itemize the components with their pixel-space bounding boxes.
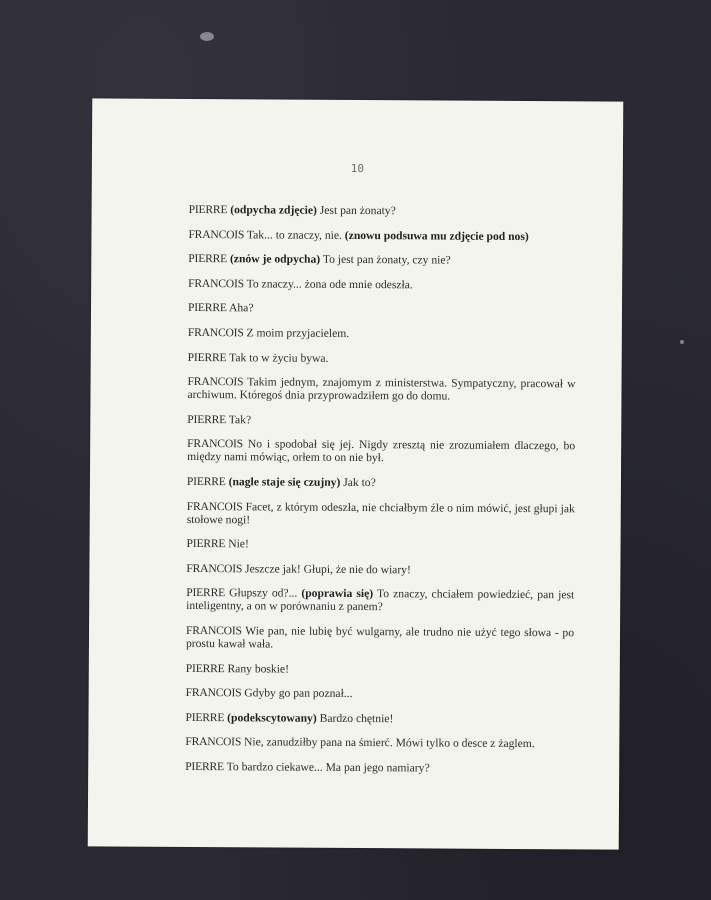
stage-direction: (odpycha zdjęcie) (230, 203, 317, 217)
line-text: Nie, zanudziłby pana na śmierć. Mówi tylko o desce z żaglem. (243, 735, 535, 751)
dialogue-line (185, 735, 573, 750)
script-page (88, 98, 624, 849)
dialogue-line (187, 537, 575, 552)
dialogue-line (186, 624, 574, 652)
speaker-name: FRANCOIS (185, 735, 242, 749)
dialogue-line (186, 661, 574, 676)
speaker-name: FRANCOIS (186, 623, 242, 638)
line-text: Z moim przyjacielem. (246, 326, 350, 340)
dialogue-line (186, 562, 574, 577)
dialogue-line (187, 437, 575, 465)
speaker-name: FRANCOIS (187, 375, 244, 389)
line-text: Tak... to znaczy, nie. (246, 227, 342, 242)
line-text: Gdyby go pan poznał... (244, 686, 353, 701)
stage-direction: (nagle staje się czujny) (228, 475, 341, 489)
dialogue-line (187, 375, 575, 403)
line-text: Rany boskie! (227, 661, 290, 676)
line-text: Jak to? (343, 475, 376, 490)
speaker-name: PIERRE (187, 412, 227, 426)
dialogue-line (186, 686, 574, 701)
stage-direction: (podekscytowany) (227, 710, 317, 725)
dialogue-line (188, 326, 576, 341)
speaker-name: PIERRE (188, 252, 228, 266)
line-text: Tak to w życiu bywa. (229, 350, 329, 365)
dialogue-line (188, 277, 576, 292)
line-text: Aha? (228, 301, 254, 315)
speaker-name: FRANCOIS (187, 437, 243, 451)
line-text: To znaczy... żona ode mnie odeszła. (246, 277, 413, 292)
speaker-name: PIERRE (187, 350, 227, 364)
dialogue-block (185, 203, 577, 787)
scan-dust (680, 340, 684, 344)
stage-direction: (znów je odpycha) (229, 252, 321, 266)
speaker-name: FRANCOIS (186, 561, 243, 576)
speaker-name: PIERRE (188, 202, 228, 217)
page-number: 10 (350, 161, 365, 176)
stage-direction: (poprawia się) (301, 586, 374, 601)
dialogue-line (185, 711, 573, 726)
line-text: To bardzo ciekawe... Ma pan jego namiary? (226, 760, 430, 775)
line-text: Bardzo chętnie! (319, 711, 394, 725)
dialogue-line (187, 413, 575, 428)
speaker-name: PIERRE (185, 661, 225, 675)
dialogue-line (188, 252, 576, 267)
line-text: Głupszy od?... (229, 586, 298, 600)
line-text: To jest pan żonaty, czy nie? (322, 252, 451, 267)
speaker-name: PIERRE (185, 710, 225, 724)
speaker-name: PIERRE (186, 474, 226, 489)
dialogue-line (187, 500, 575, 528)
line-text: No i spodobał się jej. Nigdy zresztą nie zrozumiałem dlaczego, bo między nami mówiąc, orłem to on nie był. (187, 437, 576, 465)
speaker-name: PIERRE (187, 301, 227, 315)
speaker-name: FRANCOIS (185, 686, 242, 700)
line-text: Wie pan, nie lubię być wulgarny, ale trudno nie użyć tego słowa - po prostu kawał wała. (185, 624, 575, 651)
dialogue-line (188, 301, 576, 316)
line-text: Nie! (228, 537, 249, 551)
speaker-name: FRANCOIS (188, 227, 245, 241)
line-text-continued: To znaczy, chciałem powiedzieć, pan jest inteligentny, a on w porównaniu z panem? (186, 587, 575, 614)
dialogue-line (186, 586, 574, 614)
dialogue-line (187, 475, 575, 490)
speaker-name: PIERRE (185, 759, 225, 774)
stage-direction: (znowu podsuwa mu zdjęcie pod nos) (344, 228, 529, 243)
line-text: Jest pan żonaty? (319, 203, 396, 218)
scan-dust (200, 32, 214, 41)
speaker-name: FRANCOIS (187, 325, 244, 340)
dialogue-line (188, 351, 576, 366)
line-text: Facet, z którym odeszła, nie chciałbym źle o nim mówić, jest głupi jak stołowe nogi! (186, 499, 575, 526)
dialogue-line (189, 203, 577, 218)
line-text: Takim jednym, znajomym z ministerstwa. Sympatyczny, pracował w archiwum. Któregoś dnia przyprowadziłem go do domu. (187, 375, 576, 403)
speaker-name: PIERRE (186, 586, 226, 600)
line-text: Tak? (228, 412, 252, 427)
dialogue-line (185, 760, 573, 775)
speaker-name: FRANCOIS (188, 276, 244, 291)
line-text: Jeszcze jak! Głupi, że nie do wiary! (245, 562, 411, 577)
speaker-name: FRANCOIS (186, 499, 243, 513)
speaker-name: PIERRE (186, 537, 226, 551)
dialogue-line (188, 228, 576, 243)
